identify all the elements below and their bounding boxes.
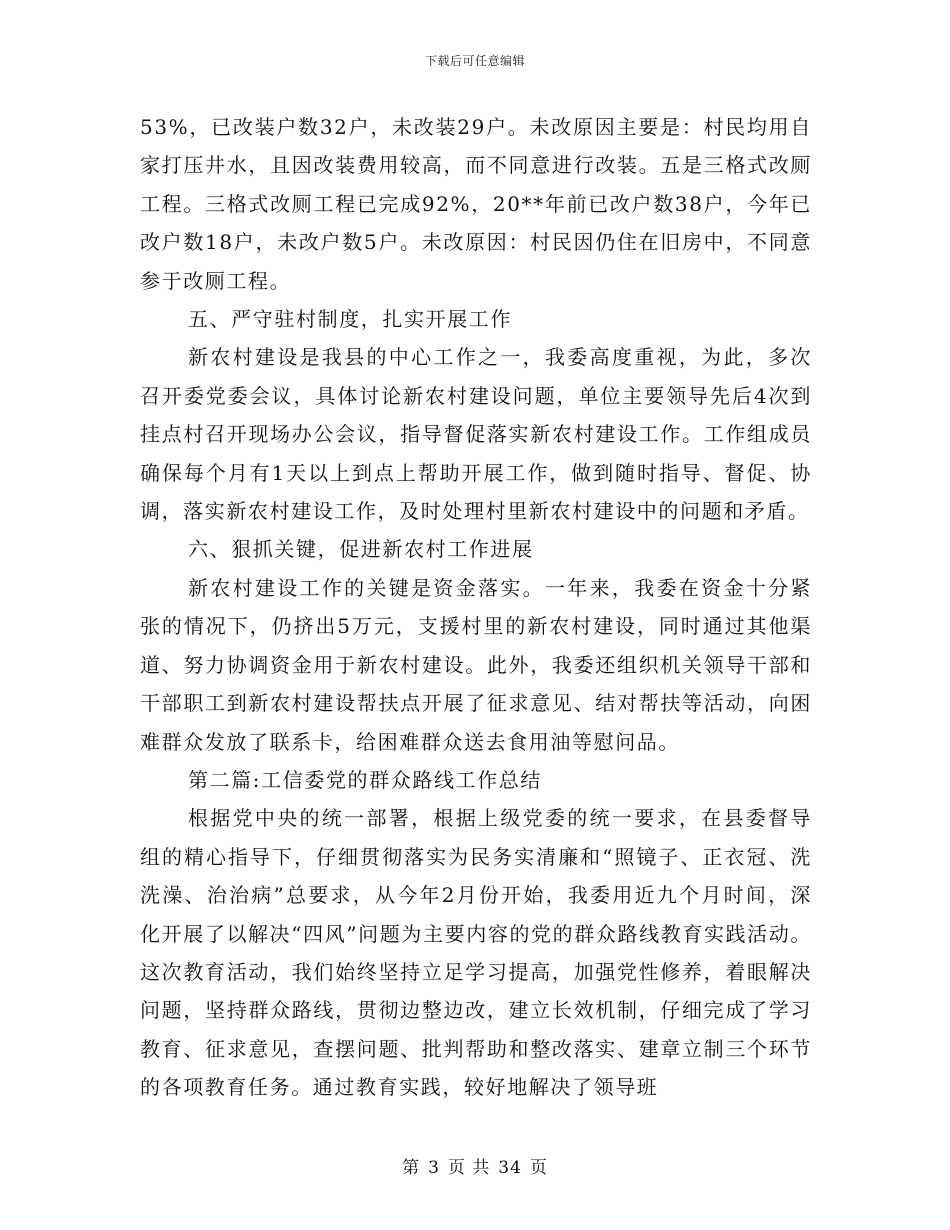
paragraph-continued: 53%，已改装户数32户，未改装29户。未改原因主要是：村民均用自家打压井水，且因改装费用较高，而不同意进行改装。五是三格式改厕工程。三格式改厕工程已完成92%，20**年前已改户数38户，今年已改户数18户，未改户数5户。未改原因：村民因仍住在旧房中，不同意参于改厕工程。 [140,115,812,293]
footer-middle: 页 共 [447,1158,491,1178]
page-number: 3 [428,1158,440,1178]
total-pages: 34 [498,1158,522,1178]
page-footer [0,1153,950,1178]
section-heading-6: 六、狠抓关键，促进新农村工作进展 [188,537,534,562]
document-body [140,108,812,1107]
paragraph-body: 根据党中央的统一部署，根据上级党委的统一要求，在县委督导组的精心指导下，仔细贯彻落实为民务实清廉和“照镜子、正衣冠、洗洗澡、治治病”总要求，从今年2月份开始，我委用近九个月时间，深化开展了以解决“四风”问题为主要内容的党的群众路线教育实践活动。这次教育活动，我们始终坚持立足学习提高，加强党性修养，着眼解决问题，坚持群众路线，贯彻边整边改，建立长效机制，仔细完成了学习教育、征求意见，查摆问题、批判帮助和整改落实、建章立制三个环节的各项教育任务。通过教育实践，较好地解决了领导班 [140,806,812,1100]
section-heading-5: 五、严守驻村制度，扎实开展工作 [188,307,512,332]
footer-prefix: 第 [402,1158,421,1178]
paragraph-body: 新农村建设工作的关键是资金落实。一年来，我委在资金十分紧张的情况下，仍挤出5万元，支援村里的新农村建设，同时通过其他渠道、努力协调资金用于新农村建设。此外，我委还组织机关领导干部和干部职工到新农村建设帮扶点开展了征求意见、结对帮扶等活动，向困难群众发放了联系卡，给困难群众送去食用油等慰问品。 [140,575,812,754]
article-title-part-2: 第二篇:工信委党的群众路线工作总结 [188,767,542,792]
paragraph-body: 新农村建设是我县的中心工作之一，我委高度重视，为此，多次召开委党委会议，具体讨论新农村建设问题，单位主要领导先后4次到挂点村召开现场办公会议，指导督促落实新农村建设工作。工作组成员确保每个月有1天以上到点上帮助开展工作，做到随时指导、督促、协调，落实新农村建设工作，及时处理村里新农村建设中的问题和矛盾。 [140,345,812,524]
footer-suffix: 页 [529,1158,548,1178]
header-note: 下载后可任意编辑 [424,54,525,68]
